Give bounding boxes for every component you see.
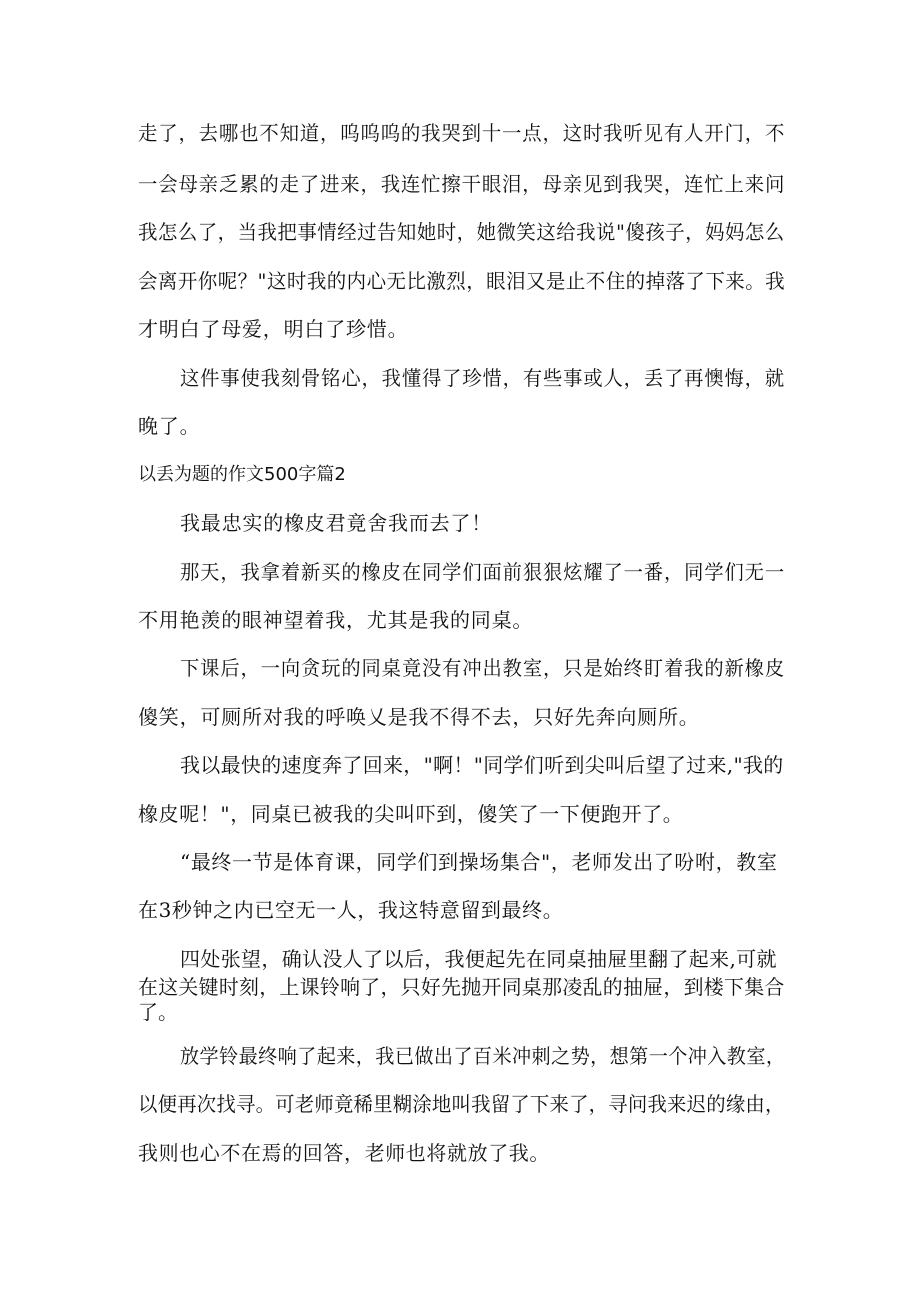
paragraph-line: 下课后，一向贪玩的同桌竟没有冲出教室，只是始终盯着我的新橡皮 <box>180 656 785 680</box>
paragraph-line: “最终一节是体育课，同学们到操场集合"，老师发出了吩咐，教室 <box>180 850 778 874</box>
paragraph-line: 在3秒钟之内已空无一人，我这特意留到最终。 <box>138 898 564 922</box>
paragraph-line: 了。 <box>138 1000 178 1024</box>
paragraph-line: 才明白了母爱，明白了珍惜。 <box>138 317 409 341</box>
paragraph-line: 放学铃最终响了起来，我已做出了百米冲刺之势，想第一个冲入教室， <box>180 1044 786 1068</box>
paragraph-line: 我以最快的速度奔了回来，"啊！"同学们听到尖叫后望了过来,"我的 <box>180 753 784 777</box>
paragraph-line: 我怎么了，当我把事情经过告知她时，她微笑这给我说"傻孩子，妈妈怎么 <box>138 220 785 244</box>
section-heading: 以丢为题的作文500字篇2 <box>138 464 346 485</box>
paragraph-line: 橡皮呢！"，同桌已被我的尖叫吓到，傻笑了一下便跑开了。 <box>138 802 684 826</box>
paragraph-line: 这件事使我刻骨铭心，我懂得了珍惜，有些事或人，丢了再懊悔，就 <box>180 366 785 390</box>
paragraph-line: 走了，去哪也不知道，呜呜呜的我哭到十一点，这时我听见有人开门，不 <box>138 121 786 145</box>
paragraph-line: 会离开你呢？"这时我的内心无比激烈，眼泪又是止不住的掉落了下来。我 <box>138 269 786 293</box>
paragraph-line: 不用艳羡的眼神望着我，尤其是我的同桌。 <box>138 608 534 632</box>
paragraph-line: 我则也心不在焉的回答，老师也将就放了我。 <box>138 1141 550 1165</box>
paragraph-line: 以便再次找寻。可老师竟稀里糊涂地叫我留了下来了，寻问我来迟的缘由， <box>138 1092 785 1116</box>
paragraph-line: 四处张望，确认没人了以后，我便起先在同桌抽屉里翻了起来,可就 <box>180 947 777 971</box>
paragraph-line: 傻笑，可厕所对我的呼唤乂是我不得不去，只好先奔向厕所。 <box>138 705 700 729</box>
paragraph-line: 晚了。 <box>138 414 201 438</box>
paragraph-line: 在这关键时刻，上课铃响了，只好先抛开同桌那凌乱的抽屉，到楼下集合 <box>138 975 785 999</box>
paragraph-line: 我最忠实的橡皮君竟舍我而去了！ <box>180 511 492 535</box>
paragraph-line: 那天，我拿着新买的橡皮在同学们面前狠狠炫耀了一番，同学们无一 <box>180 560 785 584</box>
paragraph-line: 一会母亲乏累的走了进来，我连忙擦干眼泪，母亲见到我哭，连忙上来问 <box>138 172 786 196</box>
